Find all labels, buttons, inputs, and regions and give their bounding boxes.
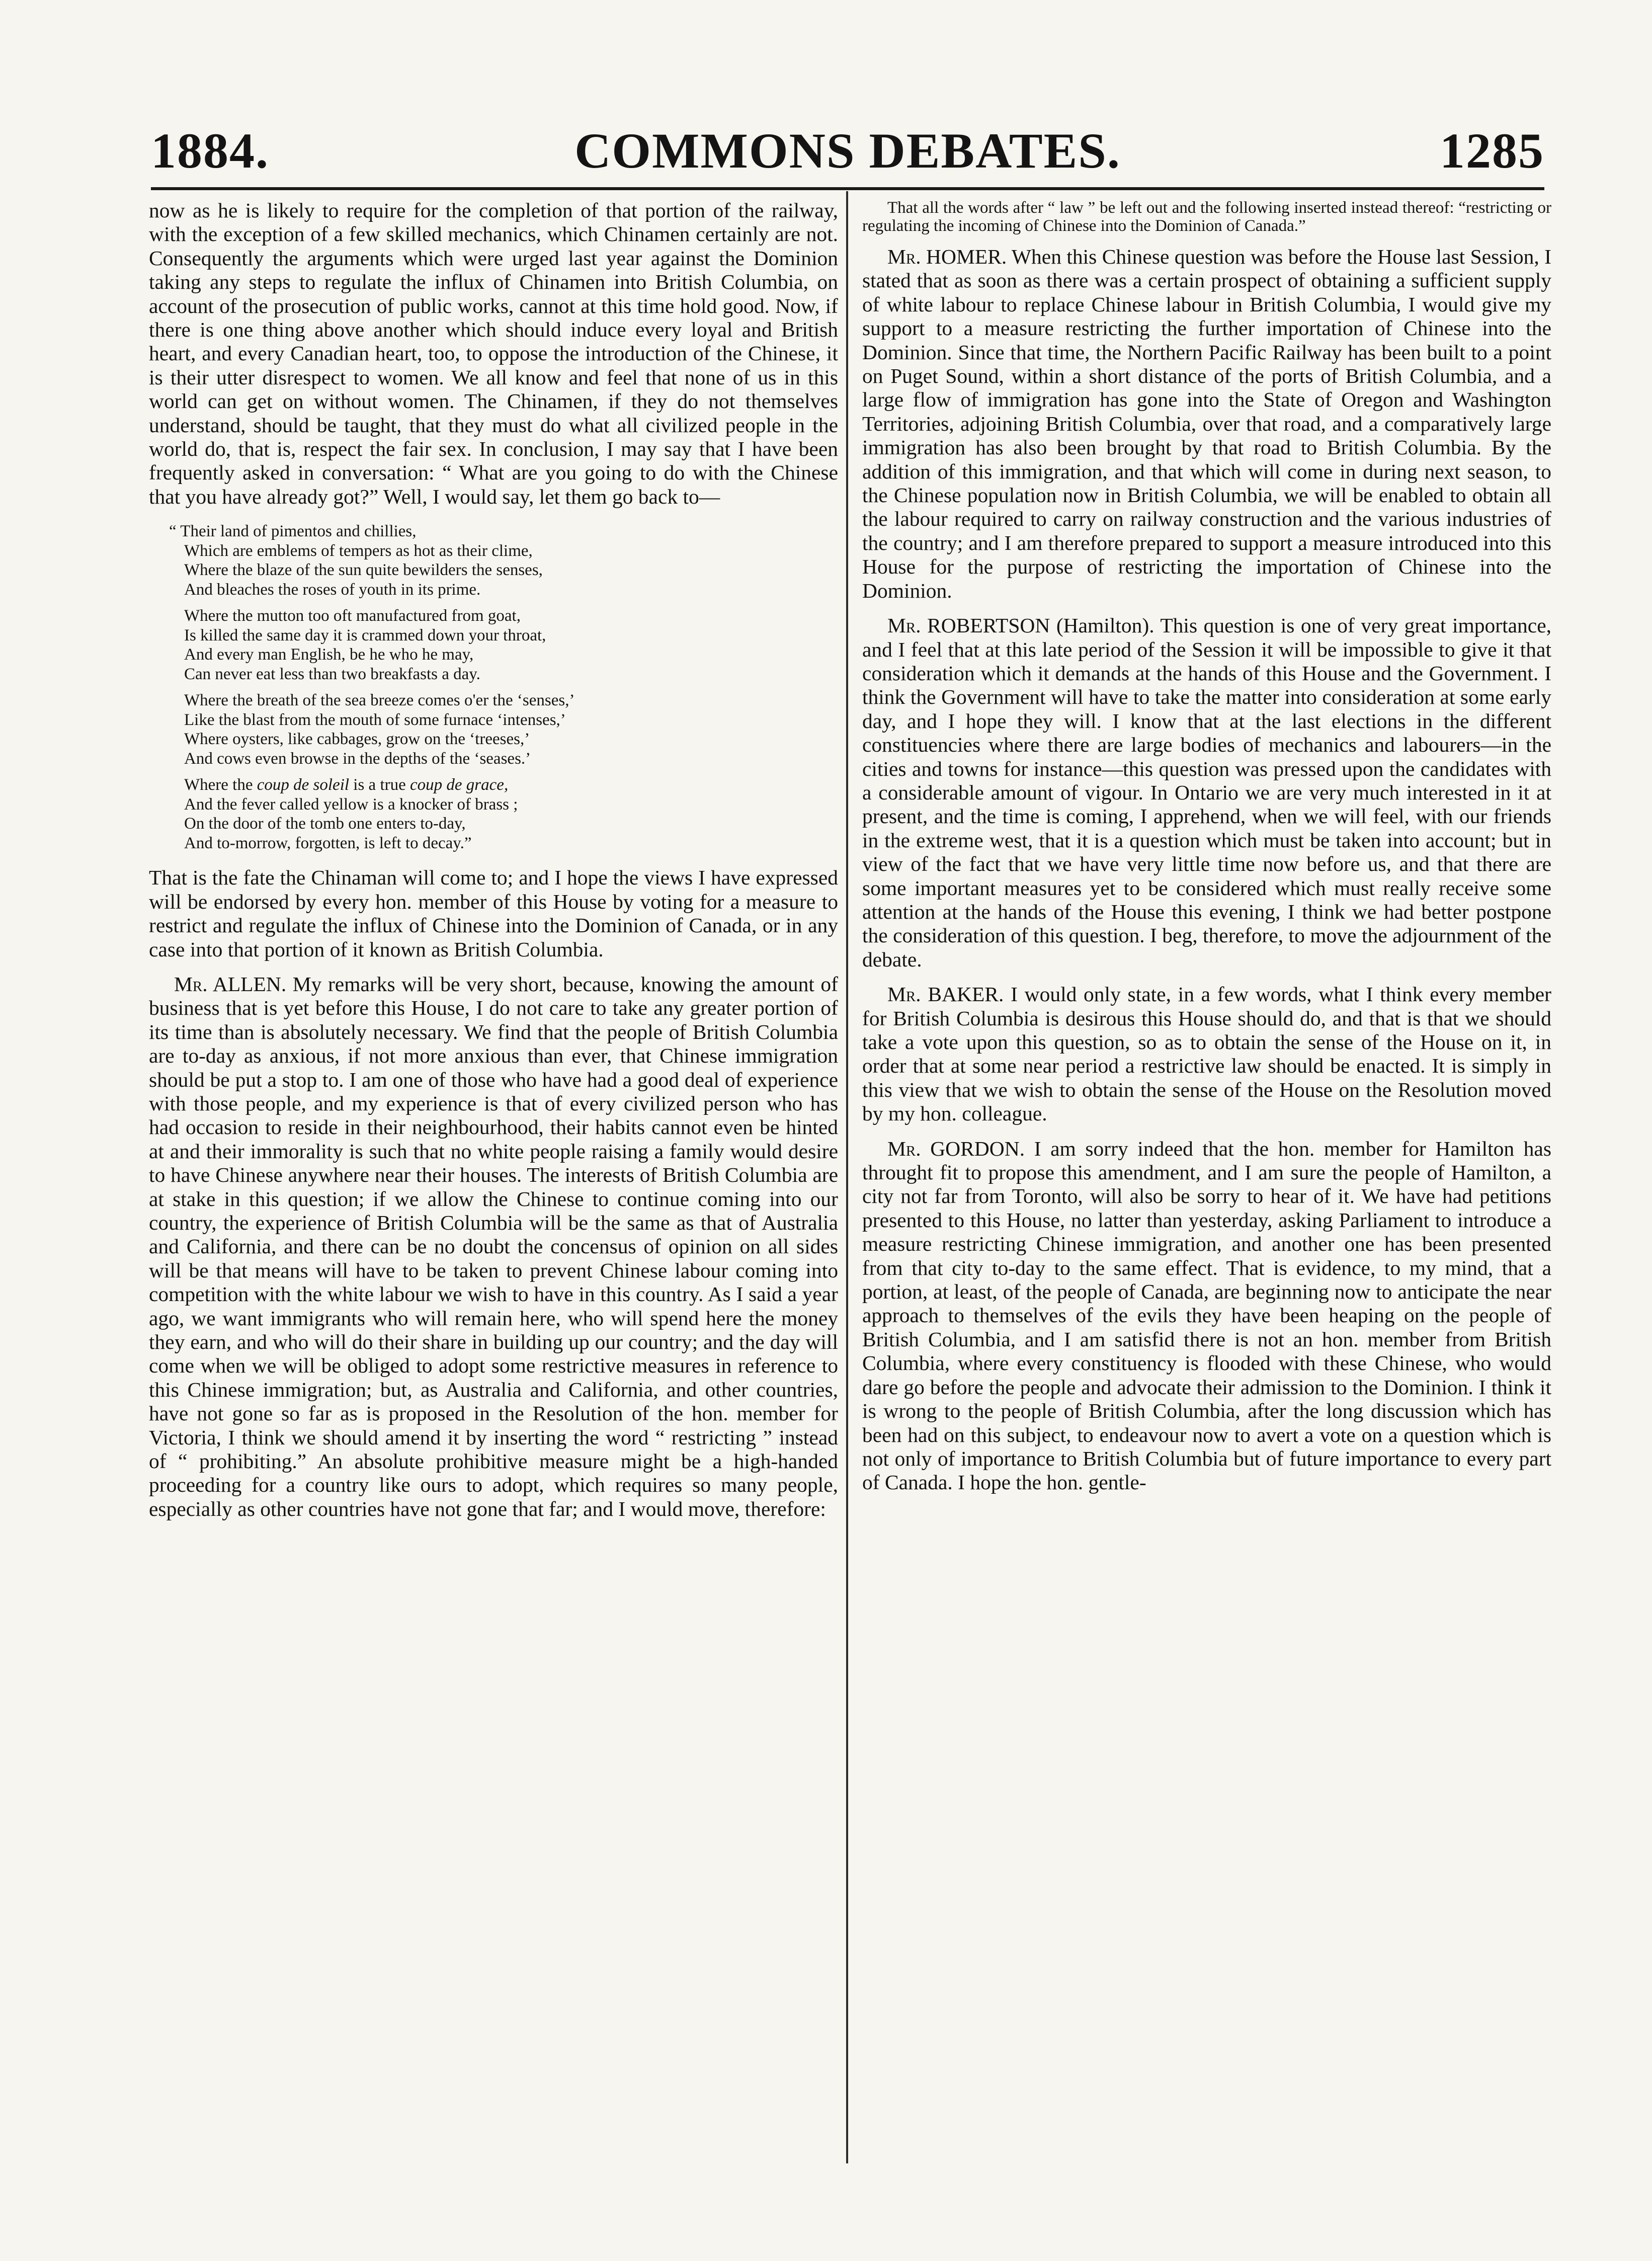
poem-line: And cows even browse in the depths of the ‘seases.’ — [184, 749, 531, 768]
poem-italic-phrase: coup de soleil — [257, 776, 350, 794]
paragraph-conclusion: That is the fate the Chinaman will come to; and I hope the views I have expressed will be endorsed by every hon. member of this House by voting for a measure to restrict and regulate the influx of Chinese into the Dominion of Canada, or in any case into that portion of it known as British Columbia. — [149, 866, 838, 961]
poem-text: Where the — [184, 776, 257, 794]
page-header — [151, 121, 1544, 181]
paragraph-continuation: now as he is likely to require for the completion of that portion of the railway, with the exception of a few skilled mechanics, which Chinamen certainly are not. Consequently the arguments which were urged last year against the Dominion taking any steps to regulate the influx of Chinamen into British Columbia, on account of the prosecution of public works, cannot at this time hold good. Now, if there is one thing above another which should induce every loyal and British heart, and every Canadian heart, too, to oppose the introduction of the Chinese, it is their utter disrespect to women. We all know and feel that none of us in this world can get on without women. The Chinamen, if they do not themselves understand, should be taught, that they must do what all civilized people in the world do, that is, respect the fair sex. In conclusion, I may say that I have been frequently asked in conversation: “ What are you going to do with the Chinese that you have already got?” Well, I would say, let them go back to— — [149, 199, 838, 508]
column-divider — [846, 191, 848, 2163]
header-page-number: 1285 — [1440, 123, 1544, 179]
poem-line: And to-morrow, forgotten, is left to decay.” — [184, 834, 472, 852]
poem-line: Where the blaze of the sun quite bewilders the senses, — [184, 561, 543, 580]
poem-line: Where oysters, like cabbages, grow on the ‘treeses,’ — [184, 730, 530, 749]
speech-baker — [862, 983, 1551, 1125]
poem-line: Where the breath of the sea breeze comes o'er the ‘senses,’ — [184, 691, 575, 710]
poem-line: Is killed the same day it is crammed down your throat, — [184, 626, 546, 644]
amendment-text: That all the words after “ law ” be left out and the following inserted instead thereof: “restricting or regulating the incoming of Chinese into the Dominion of Canada.” — [862, 199, 1551, 235]
speech-text: When this Chinese question was before the House last Session, I stated that as soon as there was a certain prospect of obtaining a sufficient supply of white labour to replace Chinese labour in British Columbia, I would give my support to a measure restricting the further importation of Chinese into the Dominion. Since that time, the Northern Pacific Railway has been built to a point on Puget Sound, within a short distance of the ports of British Columbia, and a large flow of immigration has gone into the State of Oregon and Washington Territories, adjoining British Columbia, over that road, and a comparatively large immigration has also been brought by that road to British Columbia. By the addition of this immigration, and that which will come in during next season, to the Chinese population now in British Columbia, we will be enabled to obtain all the labour required to carry on railway construction and the various industries of the country; and I am therefore prepared to support a measure introduced into this House for the purpose of restricting the importation of Chinese into the Dominion. — [862, 245, 1551, 602]
poem-italic-phrase: coup de grace, — [410, 776, 509, 794]
poem-line: Like the blast from the mouth of some furnace ‘intenses,’ — [184, 710, 566, 729]
poem-stanza — [149, 775, 838, 853]
right-column — [862, 199, 1551, 1495]
speech-robertson — [862, 614, 1551, 972]
poem-line: Where the mutton too oft manufactured from goat, — [184, 607, 521, 625]
poem-line: And the fever called yellow is a knocker of brass ; — [184, 795, 518, 814]
poem-text: is a true — [349, 776, 410, 794]
speaker-name: Mr. ALLEN. — [174, 972, 287, 996]
speech-allen — [149, 973, 838, 1521]
poem-quote — [149, 522, 838, 853]
speech-text: I am sorry indeed that the hon. member for Hamilton has throught fit to propose this amendment, and I am sure the people of Hamilton, a city not far from Toronto, will also be sorry to hear of it. We have had petitions presented to this House, no latter than yesterday, asking Parliament to introduce a measure restricting Chinese immigration, and another one has been presented from that city to-day to the same effect. That is evidence, to my mind, that a portion, at least, of the people of Canada, are beginning now to anticipate the near approach to themselves of the evils they have been heaping on the people of British Columbia, and I am satisfid there is not an hon. member from British Columbia, where every constituency is flooded with these Chinese, who would dare go before the people and advocate their admission to the Dominion. I think it is wrong to the people of British Columbia, after the long discussion which has been had on this subject, to endeavour now to avert a vote on a question which is not only of importance to British Columbia but of future importance to every part of Canada. I hope the hon. gentle- — [862, 1137, 1552, 1494]
poem-line: And every man English, be he who he may, — [184, 645, 474, 664]
poem-line: Which are emblems of tempers as hot as their clime, — [184, 541, 533, 560]
speech-text: I would only state, in a few words, what I think every member for British Columbia is desirous this House should do, and that is that we should take a vote upon this question, so as to obtain the sense of the House on it, in order that at some near period a restrictive law should be enacted. It is simply in this view that we wish to obtain the sense of the House on the Resolution moved by my hon. colleague. — [862, 983, 1551, 1125]
poem-stanza — [149, 691, 838, 768]
speaker-name: Mr. GORDON. — [887, 1137, 1025, 1160]
poem-line: “ Their land of pimentos and chillies, — [169, 522, 417, 541]
speaker-name: Mr. ROBERTSON — [887, 614, 1050, 637]
speech-text: (Hamilton). This question is one of very great importance, and I feel that at this late period of the Session it will be impossible to give it that consideration which it demands at the hands of this House and the Government. I think the Government will have to take the matter into consideration at some early day, and I hope they will. I know that at the last elections in the different constituencies where there are large bodies of mechanics and labourers—in the cities and towns for instance—this question was pressed upon the candidates with a considerable amount of vigour. In Ontario we are very much interested in it at present, and the time is coming, I apprehend, when we will feel, with our friends in the extreme west, that it is a question which must be taken into account; but in view of the fact that we have very little time now before us, and that there are some important measures yet to be considered which must really receive some attention at the hands of the House this evening, I think we had better postpone the consideration of this question. I beg, therefore, to move the adjournment of the debate. — [862, 614, 1552, 971]
poem-stanza — [149, 522, 838, 599]
left-column — [149, 199, 838, 1521]
poem-line: And bleaches the roses of youth in its prime. — [184, 580, 481, 599]
speech-text: My remarks will be very short, because, knowing the amount of business that is yet before this House, I do not care to take any greater portion of its time than is absolutely necessary. We find that the people of British Columbia are to-day as anxious, if not more anxious than ever, that Chinese immigration should be put a stop to. I am one of those who have had a good deal of experience with those people, and my experience is that of every civilized person who has had occasion to reside in their neighbourhood, their habits cannot even be hinted at and their immorality is such that no white people raising a family would desire to have Chinese anywhere near their houses. The interests of British Columbia are at stake in this question; if we allow the Chinese to continue coming into our country, the experience of British Columbia will be the same as that of Australia and California, and there can be no doubt the concensus of opinion on all sides will be that means will have to be taken to prevent Chinese labour coming into competition with the white labour we wish to have in this country. As I said a year ago, we want immigrants who will remain here, who will spend here the money they earn, and who will do their share in building up our country; and the day will come when we will be obliged to adopt some restrictive measures in reference to this Chinese immigration; but, as Australia and California, and other countries, have not gone so far as is proposed in the Resolution of the hon. member for Victoria, I think we should amend it by inserting the word “ restricting ” instead of “ prohibiting.” An absolute prohibitive measure might be a high-handed proceeding for a country like ours to adopt, which requires so many people, especially as other countries have not gone that far; and I would move, therefore: — [149, 972, 838, 1520]
speech-homer — [862, 245, 1551, 603]
poem-line: On the door of the tomb one enters to-day, — [184, 815, 466, 833]
header-title: COMMONS DEBATES. — [574, 123, 1121, 179]
speaker-name: Mr. BAKER. — [887, 983, 1004, 1006]
speaker-name: Mr. HOMER. — [887, 245, 1007, 268]
header-rule — [151, 187, 1544, 190]
speech-gordon — [862, 1137, 1551, 1495]
poem-line: Can never eat less than two breakfasts a day. — [184, 665, 480, 683]
poem-stanza — [149, 606, 838, 684]
poem-line — [149, 775, 838, 795]
header-year: 1884. — [151, 123, 269, 179]
